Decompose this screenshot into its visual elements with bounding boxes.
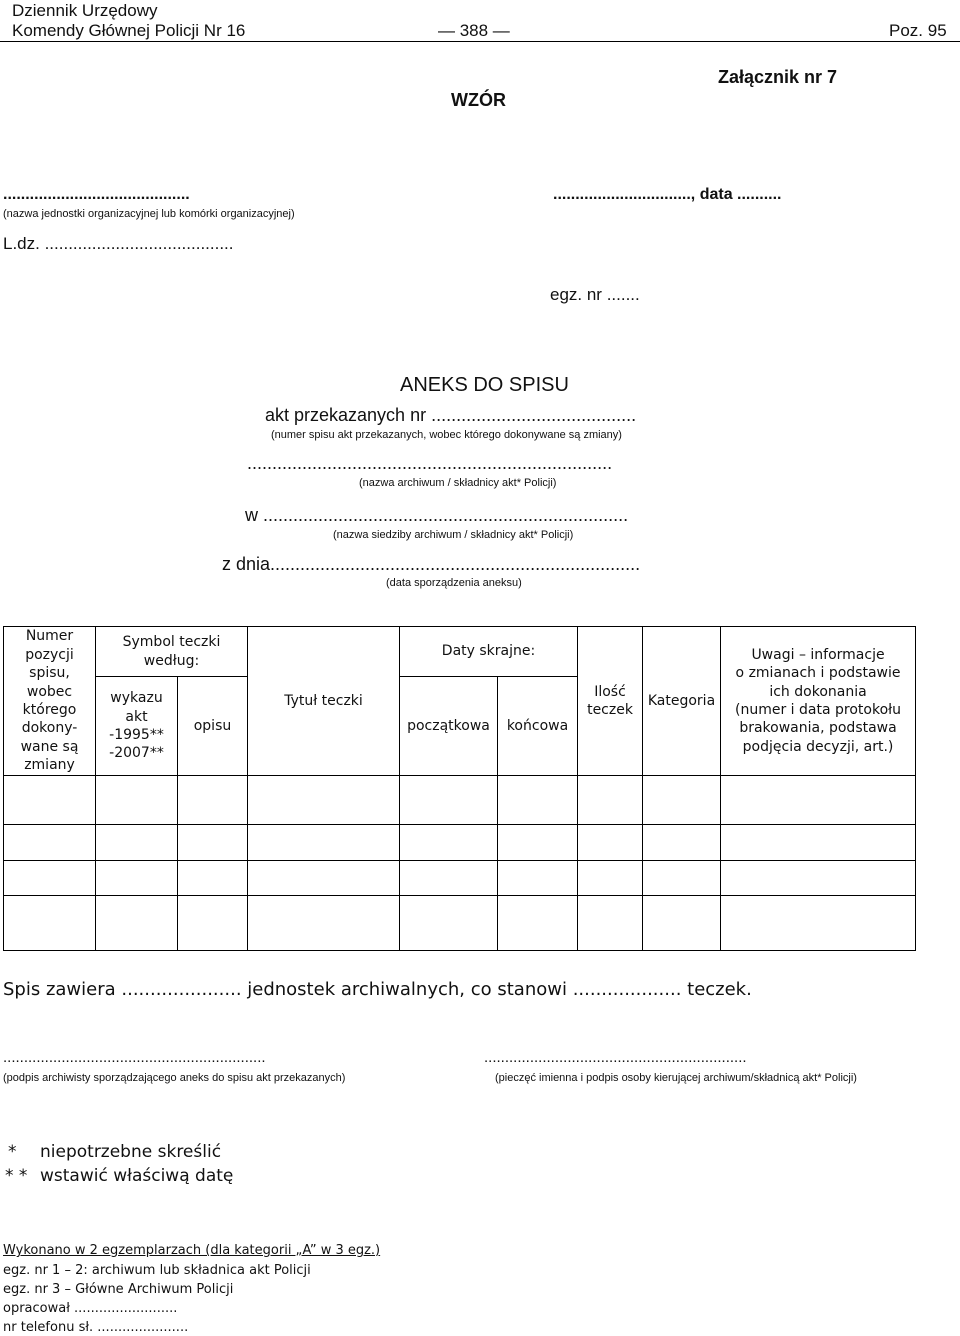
summary-line: Spis zawiera ..................... jednostek archiwalnych, co stanowi ................... teczek. <box>3 979 752 1000</box>
unit-name-caption: (nazwa jednostki organizacyjnej lub komórki organizacyjnej) <box>3 208 295 220</box>
footnote-text: wstawić właściwą datę <box>40 1166 234 1186</box>
page-number: — 388 — <box>438 21 510 40</box>
manager-signature-field: ............................................................... <box>484 1049 747 1066</box>
manager-signature-caption: (pieczęć imienna i podpis osoby kierującej archiwum/składnicą akt* Policji) <box>495 1072 857 1084</box>
header-rule <box>0 41 960 42</box>
position-number: Poz. 95 <box>889 21 947 40</box>
header-file-count: Ilość teczek <box>578 627 643 776</box>
table-row <box>4 825 916 861</box>
annex-date-field: z dnia.......................................................................... <box>222 554 641 574</box>
copy-number-field: egz. nr ....... <box>550 285 640 304</box>
phone-field: nr telefonu sł. ...................... <box>3 1320 189 1335</box>
header-symbol-list: wykazu akt -1995** -2007** <box>96 677 178 776</box>
table-row <box>4 861 916 896</box>
date-field: ..............................., data .......... <box>553 186 782 203</box>
document-title: ANEKS DO SPISU <box>400 374 569 396</box>
header-file-title: Tytuł teczki <box>248 627 400 776</box>
copy-1-2-note: egz. nr 1 – 2: archiwum lub składnica akt Policji <box>3 1263 311 1278</box>
transfer-number-field: akt przekazanych nr ......................................... <box>265 405 637 425</box>
header-date-range: Daty skrajne: <box>400 627 578 677</box>
prepared-by-field: opracował ......................... <box>3 1301 178 1316</box>
annex-table <box>3 626 916 951</box>
archive-name-field: ......................................................................... <box>247 453 613 473</box>
template-label: WZÓR <box>451 90 506 110</box>
footnote-marker: * <box>8 1142 17 1162</box>
copies-made-note: Wykonano w 2 egzemplarzach (dla kategorii „A” w 3 egz.) <box>3 1243 381 1258</box>
header-date-start: początkowa <box>400 677 498 776</box>
journal-title: Dziennik Urzędowy <box>12 1 158 20</box>
header-file-symbol: Symbol teczki według: <box>96 627 248 677</box>
archivist-signature-field: ............................................................... <box>3 1049 266 1066</box>
annex-label: Załącznik nr 7 <box>718 67 838 87</box>
journal-subtitle: Komendy Głównej Policji Nr 16 <box>12 21 246 40</box>
archive-seat-field: w ......................................................................... <box>245 505 629 525</box>
footnote-marker: * * <box>5 1166 28 1186</box>
header-remarks: Uwagi – informacje o zmianach i podstawie ich dokonania (numer i data protokołu brakowania, podstawa podjęcia decyzji, art.) <box>721 627 916 776</box>
header-position-number: Numer pozycji spisu, wobec którego dokony- wane są zmiany <box>4 627 96 776</box>
unit-name-field: .......................................... <box>3 186 190 203</box>
header-date-end: końcowa <box>498 677 578 776</box>
table-row <box>4 896 916 951</box>
annex-date-caption: (data sporządzenia aneksu) <box>386 577 522 589</box>
archivist-signature-caption: (podpis archiwisty sporządzającego aneks do spisu akt przekazanych) <box>3 1072 346 1084</box>
header-symbol-description: opisu <box>178 677 248 776</box>
reference-number-field: L.dz. ........................................ <box>3 234 234 253</box>
archive-name-caption: (nazwa archiwum / składnicy akt* Policji) <box>359 477 557 489</box>
table-row <box>4 776 916 825</box>
footnote-text: niepotrzebne skreślić <box>40 1142 222 1162</box>
transfer-number-caption: (numer spisu akt przekazanych, wobec którego dokonywane są zmiany) <box>271 429 622 441</box>
archive-seat-caption: (nazwa siedziby archiwum / składnicy akt* Policji) <box>333 529 574 541</box>
header-category: Kategoria <box>643 627 721 776</box>
copy-3-note: egz. nr 3 – Główne Archiwum Policji <box>3 1282 234 1297</box>
